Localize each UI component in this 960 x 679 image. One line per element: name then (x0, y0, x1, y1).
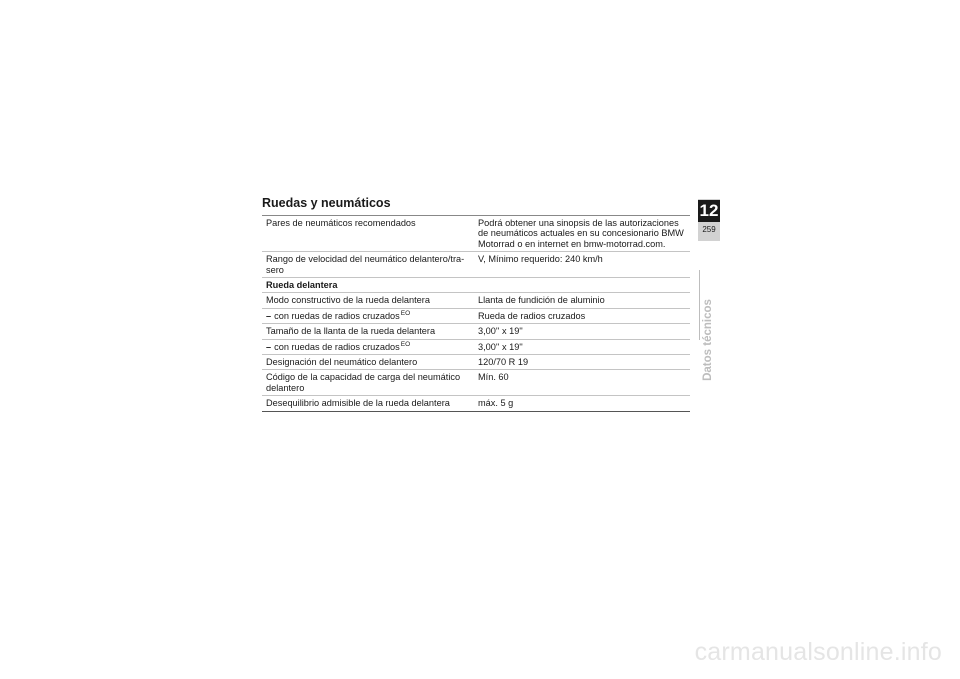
chapter-name: Datos técnicos (702, 299, 714, 381)
option-code: EO (400, 340, 411, 348)
table-row (262, 324, 690, 339)
table-row (262, 216, 690, 252)
row-label: Código de la capacidad de carga del neumático delantero (262, 370, 474, 396)
row-value: Mín. 60 (474, 370, 690, 396)
table-row (262, 252, 690, 278)
row-label (262, 339, 474, 354)
table-row (262, 293, 690, 308)
row-value: Rueda de radios cruzados (474, 308, 690, 323)
row-label: Pares de neumáticos recomendados (262, 216, 474, 252)
section-title: Ruedas y neumáticos (262, 196, 391, 210)
spec-table (262, 215, 690, 412)
row-label: Modo constructivo de la rueda delantera (262, 293, 474, 308)
row-label: Desequilibrio admisible de la rueda delantera (262, 396, 474, 411)
row-label: Designación del neumático delantero (262, 355, 474, 370)
row-value: Llanta de fundición de aluminio (474, 293, 690, 308)
row-label: Tamaño de la llanta de la rueda delantera (262, 324, 474, 339)
table-row (262, 355, 690, 370)
table-row (262, 370, 690, 396)
row-value: V, Mínimo requerido: 240 km/h (474, 252, 690, 278)
row-value: 3,00'' x 19'' (474, 339, 690, 354)
option-code: EO (400, 309, 411, 317)
row-label-text: con ruedas de radios cruzados (274, 310, 400, 321)
row-label: Rango de velocidad del neumático delantero/tra- sero (262, 252, 474, 278)
row-value: 120/70 R 19 (474, 355, 690, 370)
row-label-text: con ruedas de radios cruzados (274, 341, 400, 352)
table-row (262, 339, 690, 354)
table-row (262, 396, 690, 411)
dash-icon: – (266, 341, 272, 352)
row-value: 3,00'' x 19'' (474, 324, 690, 339)
row-label (262, 308, 474, 323)
dash-icon: – (266, 310, 272, 321)
row-value: máx. 5 g (474, 396, 690, 411)
section-heading-row (262, 278, 690, 293)
front-wheel-heading: Rueda delantera (262, 278, 690, 293)
row-value: Podrá obtener una sinopsis de las autorizaciones de neumáticos actuales en su concesionario BMW Motorrad o en internet en bmw-motorrad.com. (474, 216, 690, 252)
chapter-badge (698, 199, 720, 241)
table-row (262, 308, 690, 323)
watermark: carmanualsonline.info (694, 638, 942, 666)
chapter-number: 12 (699, 201, 719, 220)
page-number: 259 (702, 225, 716, 234)
